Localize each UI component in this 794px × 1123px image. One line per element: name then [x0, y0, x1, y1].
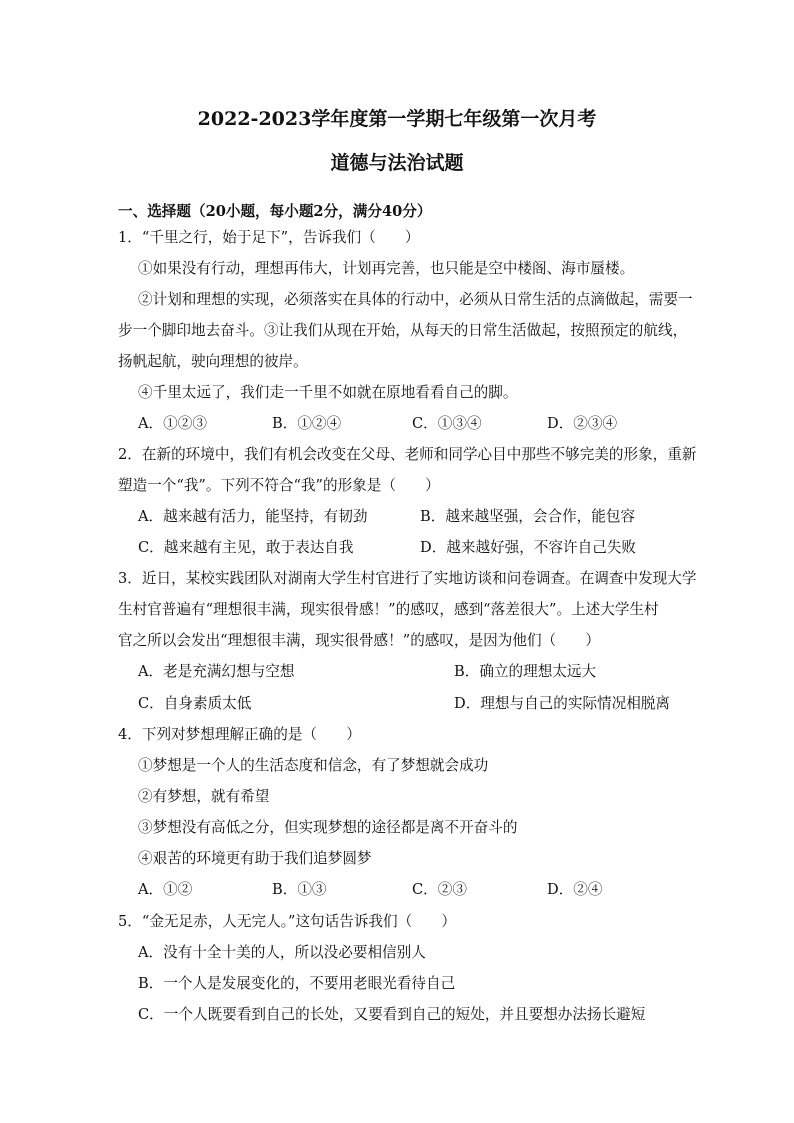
question-2-option-c: C．越来越有主见，敢于表达自我: [138, 539, 354, 556]
question-5-option-a: A．没有十全十美的人，所以没必要相信别人: [138, 944, 426, 961]
question-4-stem: 4．下列对梦想理解正确的是（ ）: [118, 726, 361, 743]
question-3-option-a: A．老是充满幻想与空想: [138, 663, 295, 680]
question-4-statement-1: ①梦想是一个人的生活态度和信念，有了梦想就会成功: [138, 757, 489, 774]
question-2-option-b: B．越来越坚强，会合作，能包容: [420, 508, 636, 525]
question-1-statement-2b: 步一个脚印地去奋斗。③让我们从现在开始，从每天的日常生活做起，按照预定的航线，: [118, 322, 688, 339]
question-3-stem-line-2: 生村官普遍有“理想很丰满，现实很骨感！”的感叹，感到“落差很大”。上述大学生村: [118, 601, 659, 618]
question-4-option-b: B．①③: [272, 881, 327, 898]
question-4-statement-4: ④艰苦的环境更有助于我们追梦圆梦: [138, 850, 372, 867]
question-2-option-a: A．越来越有活力，能坚持，有韧劲: [138, 508, 368, 525]
question-2-stem-line-2: 塑造一个“我”。下列不符合“我”的形象是（ ）: [118, 477, 440, 494]
question-4-option-a: A．①②: [138, 881, 193, 898]
question-1-option-a: A．①②③: [138, 415, 207, 432]
question-2-option-d: D．越来越好强，不容许自己失败: [420, 539, 637, 556]
question-1-option-b: B．①②④: [272, 415, 342, 432]
question-2-stem-line-1: 2．在新的环境中，我们有机会改变在父母、老师和同学心目中那些不够完美的形象，重新: [118, 446, 697, 463]
question-4-option-c: C．②③: [412, 881, 467, 898]
question-5-stem: 5．“金无足赤，人无完人。”这句话告诉我们（ ）: [118, 913, 456, 930]
question-3-option-d: D．理想与自己的实际情况相脱离: [454, 695, 671, 712]
question-1-option-d: D．②③④: [547, 415, 618, 432]
exam-subtitle: 道德与法治试题: [330, 152, 464, 174]
question-1-statement-4: ④千里太远了，我们走一千里不如就在原地看看自己的脚。: [138, 384, 518, 401]
question-1-option-c: C．①③④: [412, 415, 482, 432]
question-1-stem: 1．“千里之行，始于足下”，告诉我们（ ）: [118, 229, 420, 246]
question-4-option-d: D．②④: [547, 881, 603, 898]
question-4-statement-3: ③梦想没有高低之分，但实现梦想的途径都是离不开奋斗的: [138, 819, 518, 836]
question-5-option-b: B．一个人是发展变化的，不要用老眼光看待自己: [138, 975, 456, 992]
question-3-option-b: B．确立的理想太远大: [454, 663, 597, 680]
question-1-statement-2c: 扬帆起航，驶向理想的彼岸。: [118, 353, 308, 370]
question-1-statement-2a: ②计划和理想的实现，必须落实在具体的行动中，必须从日常生活的点滴做起，需要一: [138, 291, 693, 308]
question-3-stem-line-3: 官之所以会发出“理想很丰满，现实很骨感！”的感叹，是因为他们（ ）: [118, 632, 600, 649]
exam-title: 2022-2023学年度第一学期七年级第一次月考: [197, 108, 597, 130]
question-4-statement-2: ②有梦想，就有希望: [138, 788, 270, 805]
question-5-option-c: C．一个人既要看到自己的长处，又要看到自己的短处，并且要想办法扬长避短: [138, 1006, 646, 1023]
section-heading: 一、选择题（20小题，每小题2分，满分40分）: [118, 203, 432, 220]
question-3-option-c: C．自身素质太低: [138, 695, 252, 712]
question-1-statement-1: ①如果没有行动，理想再伟大，计划再完善，也只能是空中楼阁、海市蜃楼。: [138, 260, 635, 277]
question-3-stem-line-1: 3．近日，某校实践团队对湖南大学生村官进行了实地访谈和问卷调查。在调查中发现大学: [118, 570, 697, 587]
